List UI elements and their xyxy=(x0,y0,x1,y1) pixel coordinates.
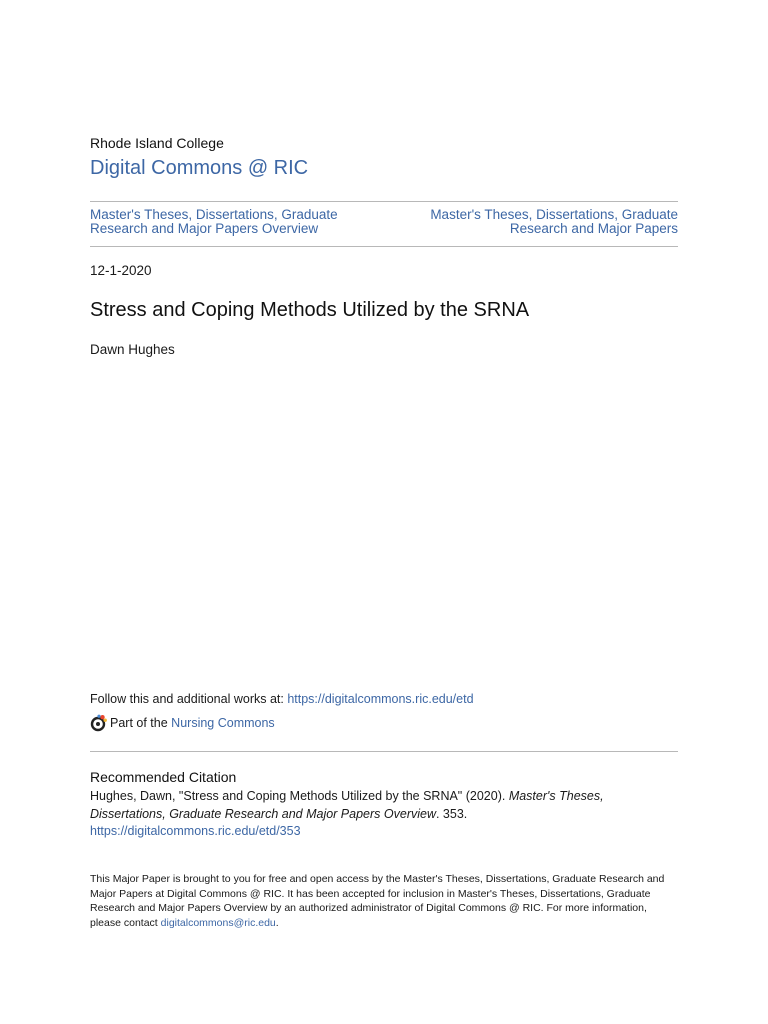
series-breadcrumbs xyxy=(90,208,678,236)
series-link-collection[interactable]: Master's Theses, Dissertations, Graduate Research and Major Papers xyxy=(430,207,678,236)
access-notice xyxy=(90,872,678,930)
follow-url-link[interactable]: https://digitalcommons.ric.edu/etd xyxy=(287,692,474,706)
cover-page xyxy=(90,0,678,1024)
access-notice-text: This Major Paper is brought to you for free and open access by the Master's Theses, Dissertations, Graduate Research and Major Papers at Digital Commons @ RIC. It has been accepted for inclusion in Master's Theses, Dissertations, Graduate Research and Major Papers Overview by an authorized administrator of Digital Commons @ RIC. For more information, please contact xyxy=(90,873,665,929)
series-link-overview[interactable]: Master's Theses, Dissertations, Graduate Research and Major Papers Overview xyxy=(90,207,338,236)
access-notice-end: . xyxy=(275,916,279,929)
paper-author: Dawn Hughes xyxy=(90,342,175,357)
citation-url-link[interactable]: https://digitalcommons.ric.edu/etd/353 xyxy=(90,824,301,838)
repository-link[interactable]: Digital Commons @ RIC xyxy=(90,157,309,179)
network-icon xyxy=(90,714,108,732)
citation-block xyxy=(90,788,678,841)
follow-prefix: Follow this and additional works at: xyxy=(90,692,288,706)
divider-series xyxy=(90,246,678,247)
divider-citation xyxy=(90,751,678,752)
follow-line xyxy=(90,692,474,706)
citation-heading: Recommended Citation xyxy=(90,769,237,785)
contact-email-link[interactable]: digitalcommons@ric.edu xyxy=(160,916,276,929)
part-of-line xyxy=(90,714,275,732)
citation-text: Hughes, Dawn, "Stress and Coping Methods Utilized by the SRNA" (2020). xyxy=(90,789,509,803)
publication-date: 12-1-2020 xyxy=(90,263,152,278)
divider-top xyxy=(90,201,678,202)
citation-series: Master's Theses, Dissertations, Graduate Research and Major Papers Overview xyxy=(90,789,604,821)
nursing-commons-link[interactable]: Nursing Commons xyxy=(171,716,275,730)
citation-number: . 353. xyxy=(435,806,468,821)
institution-name: Rhode Island College xyxy=(90,135,224,151)
part-of-prefix: Part of the xyxy=(110,716,168,730)
paper-title: Stress and Coping Methods Utilized by the SRNA xyxy=(90,299,530,321)
